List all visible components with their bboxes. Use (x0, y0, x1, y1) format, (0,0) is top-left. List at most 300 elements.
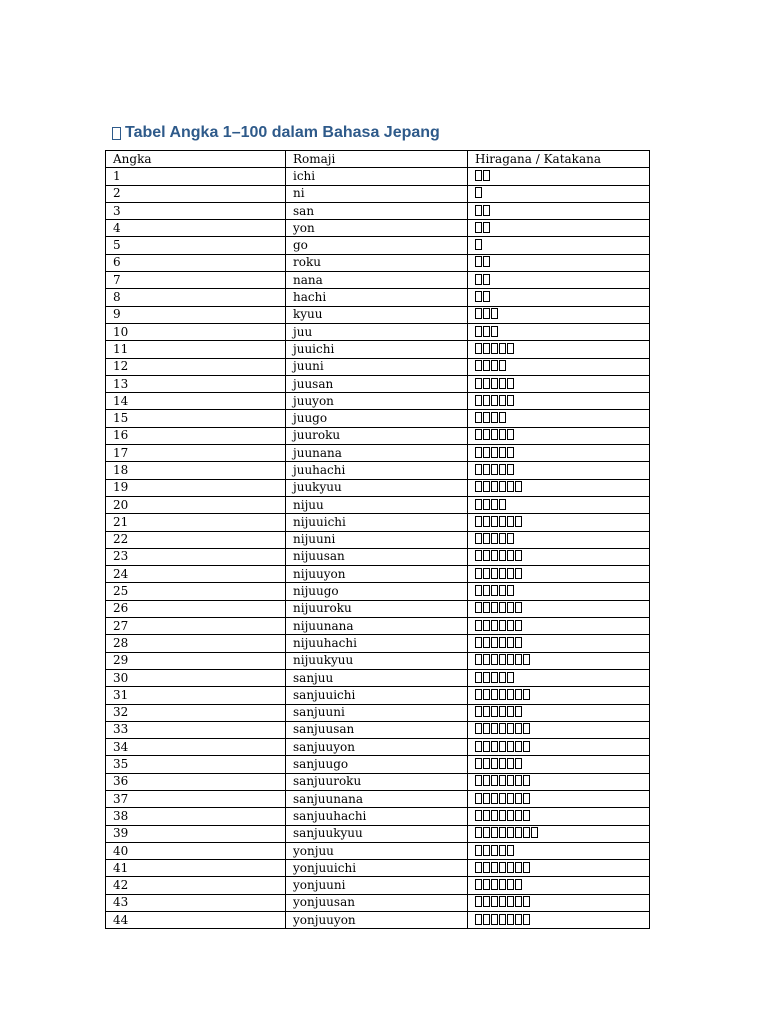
cell-romaji: roku (286, 254, 468, 271)
missing-glyph-icon (483, 810, 490, 821)
cell-romaji: juuichi (286, 341, 468, 358)
missing-glyph-icon (499, 758, 506, 769)
missing-glyph-icon (483, 378, 490, 389)
cell-angka: 40 (106, 842, 286, 859)
missing-glyph-icon (475, 187, 482, 198)
cell-kana (468, 237, 650, 254)
table-row (106, 600, 650, 617)
cell-kana (468, 548, 650, 565)
missing-glyph-icon (499, 533, 506, 544)
missing-glyph-icon (475, 862, 482, 873)
table-row (106, 583, 650, 600)
cell-kana (468, 375, 650, 392)
missing-glyph-icon (475, 447, 482, 458)
missing-glyph-icon (475, 412, 482, 423)
missing-glyph-icon (491, 741, 498, 752)
missing-glyph-icon (507, 378, 514, 389)
cell-kana (468, 583, 650, 600)
missing-glyph-icon (507, 602, 514, 613)
missing-glyph-icon (475, 291, 482, 302)
cell-romaji: sanjuukyuu (286, 825, 468, 842)
missing-glyph-icon (523, 914, 530, 925)
number-table (105, 150, 650, 929)
table-row (106, 237, 650, 254)
table-row (106, 894, 650, 911)
cell-angka: 20 (106, 496, 286, 513)
missing-glyph-icon (491, 308, 498, 319)
missing-glyph-icon (499, 896, 506, 907)
missing-glyph-icon (475, 568, 482, 579)
cell-kana (468, 773, 650, 790)
cell-romaji: juusan (286, 375, 468, 392)
missing-glyph-icon (475, 585, 482, 596)
cell-romaji: nijuuichi (286, 514, 468, 531)
cell-romaji: yonjuu (286, 842, 468, 859)
missing-glyph-icon (491, 775, 498, 786)
missing-glyph-icon (491, 516, 498, 527)
cell-angka: 44 (106, 912, 286, 929)
missing-glyph-icon (475, 308, 482, 319)
missing-glyph-icon (483, 516, 490, 527)
missing-glyph-icon (491, 706, 498, 717)
missing-glyph-icon (491, 879, 498, 890)
missing-glyph-icon (499, 447, 506, 458)
missing-glyph-icon (483, 602, 490, 613)
cell-angka: 4 (106, 220, 286, 237)
missing-glyph-icon (491, 602, 498, 613)
missing-glyph-icon (475, 256, 482, 267)
missing-glyph-icon (483, 274, 490, 285)
missing-glyph-icon (475, 516, 482, 527)
missing-glyph-icon (499, 585, 506, 596)
missing-glyph-icon (515, 775, 522, 786)
missing-glyph-icon (507, 827, 514, 838)
cell-kana (468, 635, 650, 652)
missing-glyph-icon (507, 914, 514, 925)
cell-kana (468, 202, 650, 219)
cell-angka: 29 (106, 652, 286, 669)
missing-glyph-icon (507, 516, 514, 527)
missing-glyph-icon (523, 896, 530, 907)
table-row (106, 790, 650, 807)
missing-glyph-icon (112, 127, 121, 140)
missing-glyph-icon (483, 827, 490, 838)
missing-glyph-icon (515, 758, 522, 769)
missing-glyph-icon (515, 637, 522, 648)
missing-glyph-icon (499, 793, 506, 804)
missing-glyph-icon (515, 741, 522, 752)
missing-glyph-icon (483, 793, 490, 804)
table-row (106, 877, 650, 894)
missing-glyph-icon (475, 378, 482, 389)
missing-glyph-icon (491, 326, 498, 337)
cell-kana (468, 496, 650, 513)
cell-kana (468, 739, 650, 756)
cell-kana (468, 669, 650, 686)
cell-romaji: juunana (286, 445, 468, 462)
missing-glyph-icon (515, 896, 522, 907)
cell-angka: 26 (106, 600, 286, 617)
missing-glyph-icon (499, 464, 506, 475)
missing-glyph-icon (475, 533, 482, 544)
table-row (106, 168, 650, 185)
table-row (106, 479, 650, 496)
cell-romaji: kyuu (286, 306, 468, 323)
cell-romaji: yonjuuichi (286, 860, 468, 877)
missing-glyph-icon (491, 896, 498, 907)
cell-romaji: juukyuu (286, 479, 468, 496)
cell-kana (468, 842, 650, 859)
cell-angka: 9 (106, 306, 286, 323)
missing-glyph-icon (483, 291, 490, 302)
missing-glyph-icon (523, 810, 530, 821)
missing-glyph-icon (515, 810, 522, 821)
missing-glyph-icon (475, 464, 482, 475)
missing-glyph-icon (515, 723, 522, 734)
cell-romaji: hachi (286, 289, 468, 306)
cell-angka: 19 (106, 479, 286, 496)
missing-glyph-icon (507, 845, 514, 856)
table-row (106, 842, 650, 859)
missing-glyph-icon (475, 654, 482, 665)
missing-glyph-icon (483, 481, 490, 492)
table-row (106, 635, 650, 652)
cell-romaji: nijuusan (286, 548, 468, 565)
missing-glyph-icon (491, 793, 498, 804)
missing-glyph-icon (507, 672, 514, 683)
cell-kana (468, 185, 650, 202)
table-row (106, 721, 650, 738)
missing-glyph-icon (483, 862, 490, 873)
cell-angka: 43 (106, 894, 286, 911)
missing-glyph-icon (483, 343, 490, 354)
missing-glyph-icon (499, 914, 506, 925)
cell-romaji: yonjuusan (286, 894, 468, 911)
cell-kana (468, 289, 650, 306)
table-row (106, 427, 650, 444)
missing-glyph-icon (475, 550, 482, 561)
cell-romaji: sanjuuyon (286, 739, 468, 756)
cell-romaji: yon (286, 220, 468, 237)
missing-glyph-icon (515, 620, 522, 631)
missing-glyph-icon (491, 378, 498, 389)
table-row (106, 704, 650, 721)
cell-angka: 10 (106, 323, 286, 340)
cell-angka: 35 (106, 756, 286, 773)
cell-kana (468, 877, 650, 894)
cell-romaji: sanjuuni (286, 704, 468, 721)
missing-glyph-icon (483, 550, 490, 561)
missing-glyph-icon (483, 412, 490, 423)
missing-glyph-icon (499, 429, 506, 440)
cell-angka: 38 (106, 808, 286, 825)
missing-glyph-icon (483, 741, 490, 752)
cell-romaji: juuni (286, 358, 468, 375)
missing-glyph-icon (483, 395, 490, 406)
cell-romaji: juuhachi (286, 462, 468, 479)
missing-glyph-icon (483, 585, 490, 596)
cell-romaji: sanjuuichi (286, 687, 468, 704)
cell-angka: 3 (106, 202, 286, 219)
missing-glyph-icon (531, 827, 538, 838)
missing-glyph-icon (499, 654, 506, 665)
cell-romaji: sanjuuroku (286, 773, 468, 790)
missing-glyph-icon (507, 637, 514, 648)
missing-glyph-icon (523, 775, 530, 786)
missing-glyph-icon (523, 793, 530, 804)
table-row (106, 445, 650, 462)
cell-romaji: yonjuuni (286, 877, 468, 894)
missing-glyph-icon (483, 896, 490, 907)
missing-glyph-icon (499, 775, 506, 786)
missing-glyph-icon (507, 343, 514, 354)
missing-glyph-icon (475, 360, 482, 371)
cell-romaji: yonjuuyon (286, 912, 468, 929)
missing-glyph-icon (483, 326, 490, 337)
cell-angka: 37 (106, 790, 286, 807)
missing-glyph-icon (475, 706, 482, 717)
cell-romaji: san (286, 202, 468, 219)
missing-glyph-icon (491, 395, 498, 406)
missing-glyph-icon (507, 879, 514, 890)
missing-glyph-icon (483, 256, 490, 267)
cell-kana (468, 687, 650, 704)
cell-kana (468, 894, 650, 911)
cell-angka: 18 (106, 462, 286, 479)
table-row (106, 393, 650, 410)
cell-kana (468, 393, 650, 410)
missing-glyph-icon (475, 827, 482, 838)
missing-glyph-icon (491, 585, 498, 596)
missing-glyph-icon (499, 481, 506, 492)
missing-glyph-icon (499, 810, 506, 821)
missing-glyph-icon (507, 689, 514, 700)
missing-glyph-icon (483, 637, 490, 648)
missing-glyph-icon (491, 360, 498, 371)
missing-glyph-icon (475, 499, 482, 510)
missing-glyph-icon (475, 274, 482, 285)
table-row (106, 220, 650, 237)
missing-glyph-icon (507, 706, 514, 717)
missing-glyph-icon (491, 343, 498, 354)
missing-glyph-icon (491, 533, 498, 544)
missing-glyph-icon (491, 464, 498, 475)
missing-glyph-icon (491, 620, 498, 631)
missing-glyph-icon (475, 672, 482, 683)
missing-glyph-icon (515, 516, 522, 527)
missing-glyph-icon (499, 550, 506, 561)
missing-glyph-icon (507, 395, 514, 406)
table-row (106, 618, 650, 635)
missing-glyph-icon (515, 827, 522, 838)
missing-glyph-icon (483, 360, 490, 371)
column-header-romaji: Romaji (286, 151, 468, 168)
table-row (106, 912, 650, 929)
cell-angka: 17 (106, 445, 286, 462)
cell-kana (468, 254, 650, 271)
cell-angka: 8 (106, 289, 286, 306)
cell-angka: 42 (106, 877, 286, 894)
cell-romaji: juugo (286, 410, 468, 427)
cell-angka: 31 (106, 687, 286, 704)
missing-glyph-icon (483, 879, 490, 890)
heading-text: Tabel Angka 1–100 dalam Bahasa Jepang (125, 124, 440, 141)
missing-glyph-icon (491, 481, 498, 492)
missing-glyph-icon (499, 741, 506, 752)
missing-glyph-icon (523, 723, 530, 734)
cell-romaji: nijuugo (286, 583, 468, 600)
missing-glyph-icon (475, 723, 482, 734)
missing-glyph-icon (499, 602, 506, 613)
cell-angka: 30 (106, 669, 286, 686)
missing-glyph-icon (475, 620, 482, 631)
cell-angka: 24 (106, 566, 286, 583)
missing-glyph-icon (499, 516, 506, 527)
missing-glyph-icon (491, 447, 498, 458)
missing-glyph-icon (475, 775, 482, 786)
missing-glyph-icon (499, 568, 506, 579)
missing-glyph-icon (499, 412, 506, 423)
missing-glyph-icon (483, 723, 490, 734)
cell-angka: 6 (106, 254, 286, 271)
missing-glyph-icon (483, 533, 490, 544)
missing-glyph-icon (491, 550, 498, 561)
missing-glyph-icon (499, 620, 506, 631)
missing-glyph-icon (491, 429, 498, 440)
missing-glyph-icon (515, 550, 522, 561)
missing-glyph-icon (499, 637, 506, 648)
cell-angka: 11 (106, 341, 286, 358)
missing-glyph-icon (499, 689, 506, 700)
missing-glyph-icon (483, 845, 490, 856)
missing-glyph-icon (507, 654, 514, 665)
missing-glyph-icon (491, 723, 498, 734)
missing-glyph-icon (483, 308, 490, 319)
missing-glyph-icon (483, 914, 490, 925)
missing-glyph-icon (491, 499, 498, 510)
missing-glyph-icon (475, 602, 482, 613)
missing-glyph-icon (483, 706, 490, 717)
cell-romaji: sanjuu (286, 669, 468, 686)
cell-kana (468, 531, 650, 548)
missing-glyph-icon (515, 689, 522, 700)
table-row (106, 410, 650, 427)
missing-glyph-icon (507, 429, 514, 440)
missing-glyph-icon (515, 879, 522, 890)
table-row (106, 825, 650, 842)
missing-glyph-icon (475, 637, 482, 648)
table-row (106, 739, 650, 756)
missing-glyph-icon (523, 827, 530, 838)
cell-kana (468, 427, 650, 444)
table-row (106, 756, 650, 773)
cell-angka: 23 (106, 548, 286, 565)
missing-glyph-icon (507, 775, 514, 786)
cell-romaji: juuyon (286, 393, 468, 410)
cell-kana (468, 860, 650, 877)
cell-kana (468, 306, 650, 323)
missing-glyph-icon (475, 896, 482, 907)
cell-angka: 28 (106, 635, 286, 652)
missing-glyph-icon (491, 758, 498, 769)
missing-glyph-icon (499, 845, 506, 856)
missing-glyph-icon (515, 706, 522, 717)
missing-glyph-icon (507, 758, 514, 769)
cell-angka: 13 (106, 375, 286, 392)
table-row (106, 462, 650, 479)
table-header-row (106, 151, 650, 168)
missing-glyph-icon (499, 378, 506, 389)
missing-glyph-icon (475, 239, 482, 250)
cell-angka: 1 (106, 168, 286, 185)
cell-angka: 5 (106, 237, 286, 254)
missing-glyph-icon (515, 914, 522, 925)
cell-kana (468, 341, 650, 358)
table-row (106, 341, 650, 358)
table-row (106, 202, 650, 219)
cell-romaji: ni (286, 185, 468, 202)
cell-kana (468, 358, 650, 375)
missing-glyph-icon (475, 810, 482, 821)
missing-glyph-icon (483, 464, 490, 475)
cell-romaji: nijuuhachi (286, 635, 468, 652)
missing-glyph-icon (515, 862, 522, 873)
missing-glyph-icon (515, 602, 522, 613)
cell-kana (468, 652, 650, 669)
missing-glyph-icon (483, 758, 490, 769)
cell-kana (468, 808, 650, 825)
missing-glyph-icon (499, 395, 506, 406)
cell-angka: 12 (106, 358, 286, 375)
cell-angka: 22 (106, 531, 286, 548)
missing-glyph-icon (483, 654, 490, 665)
missing-glyph-icon (491, 914, 498, 925)
missing-glyph-icon (515, 793, 522, 804)
cell-angka: 27 (106, 618, 286, 635)
missing-glyph-icon (483, 499, 490, 510)
missing-glyph-icon (483, 775, 490, 786)
missing-glyph-icon (499, 360, 506, 371)
missing-glyph-icon (483, 689, 490, 700)
cell-kana (468, 323, 650, 340)
missing-glyph-icon (507, 896, 514, 907)
missing-glyph-icon (507, 464, 514, 475)
table-row (106, 272, 650, 289)
missing-glyph-icon (483, 222, 490, 233)
missing-glyph-icon (523, 741, 530, 752)
cell-kana (468, 462, 650, 479)
cell-kana (468, 220, 650, 237)
missing-glyph-icon (507, 723, 514, 734)
missing-glyph-icon (491, 637, 498, 648)
table-row (106, 531, 650, 548)
cell-kana (468, 618, 650, 635)
missing-glyph-icon (523, 689, 530, 700)
missing-glyph-icon (475, 326, 482, 337)
missing-glyph-icon (483, 170, 490, 181)
cell-kana (468, 912, 650, 929)
cell-angka: 7 (106, 272, 286, 289)
table-row (106, 289, 650, 306)
missing-glyph-icon (499, 343, 506, 354)
missing-glyph-icon (523, 862, 530, 873)
missing-glyph-icon (491, 845, 498, 856)
missing-glyph-icon (491, 689, 498, 700)
cell-kana (468, 721, 650, 738)
missing-glyph-icon (499, 499, 506, 510)
cell-kana (468, 825, 650, 842)
missing-glyph-icon (515, 568, 522, 579)
